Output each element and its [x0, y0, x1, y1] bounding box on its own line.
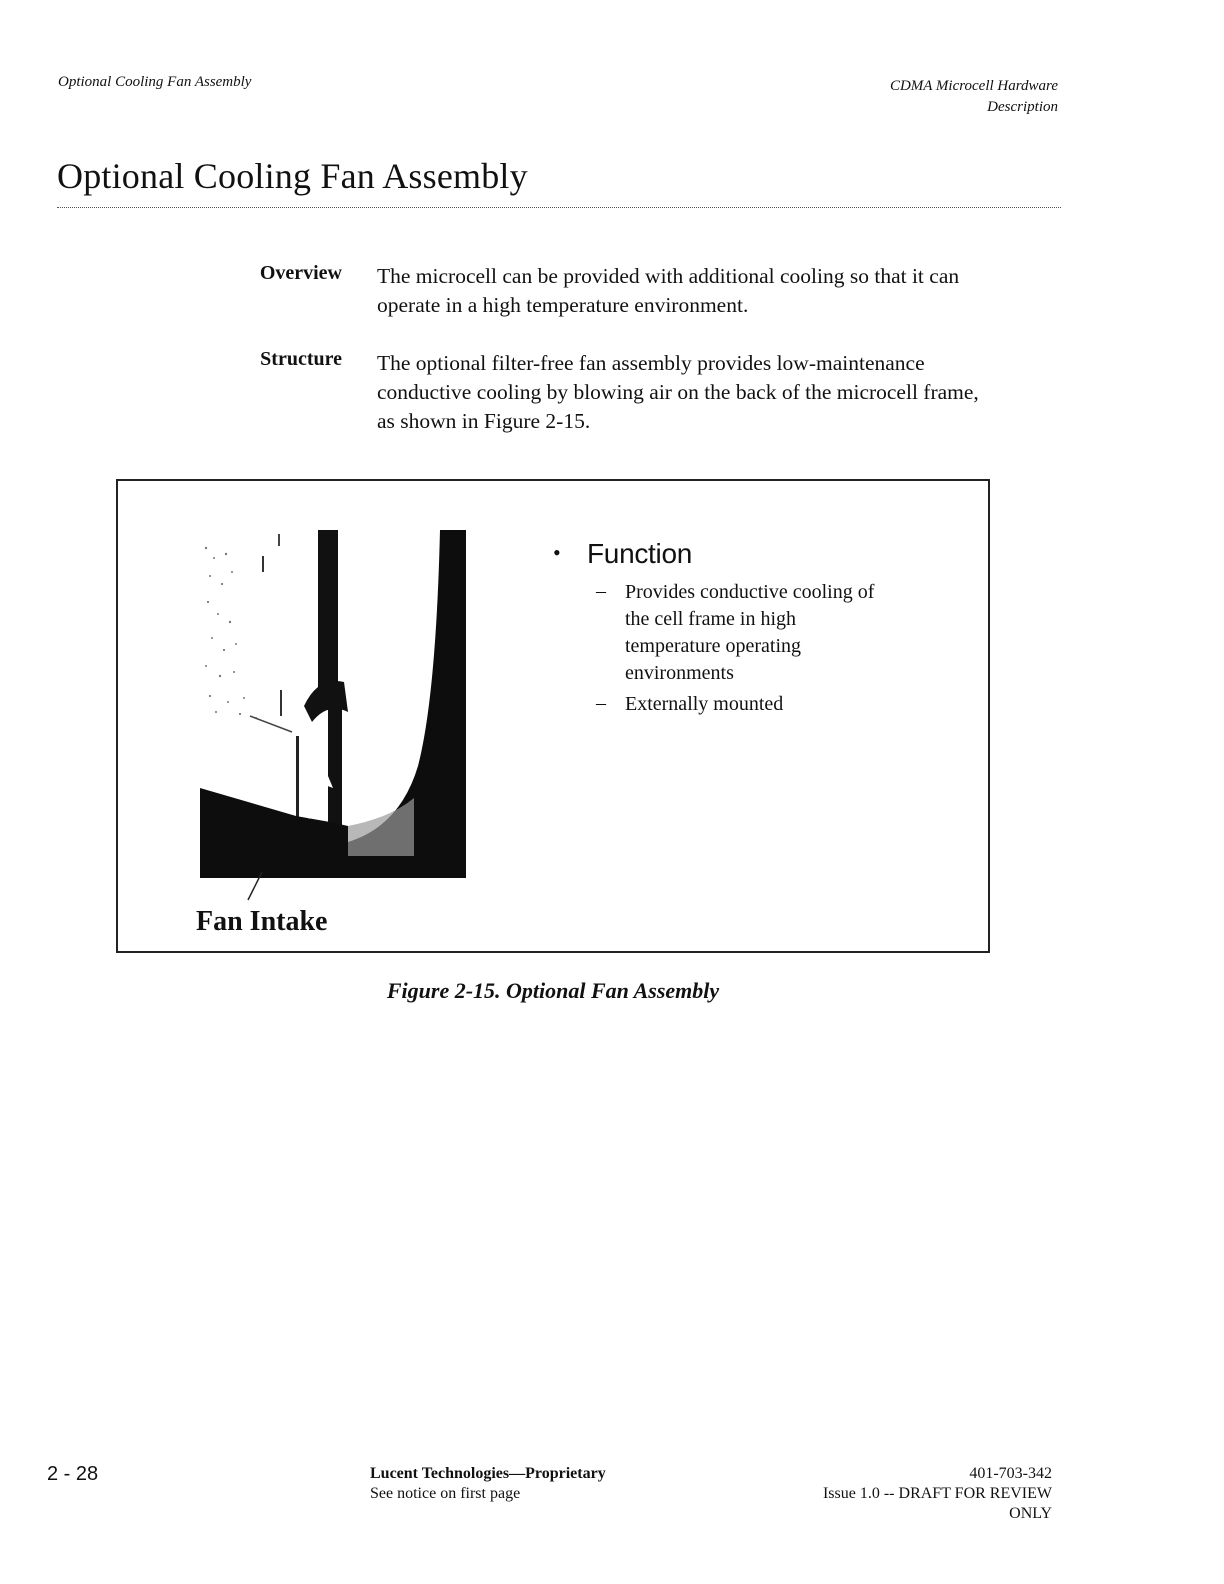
running-header-right-line1: CDMA Microcell Hardware — [889, 78, 1058, 94]
function-item-mounting — [625, 691, 925, 718]
document-number: 401-703-342 — [969, 1465, 1052, 1482]
footer-proprietary: Lucent Technologies—Proprietary — [370, 1465, 606, 1482]
issue-status: Issue 1.0 -- DRAFT FOR REVIEW — [822, 1485, 1052, 1502]
structure-label: Structure — [260, 348, 342, 370]
dash-icon: – — [596, 580, 606, 602]
footer-right — [823, 1464, 1052, 1524]
callout-leader-line — [240, 870, 270, 902]
overview-line: The microcell can be provided with additional cooling so that it can — [377, 264, 960, 288]
dash-icon: – — [596, 692, 606, 714]
function-heading: Function — [587, 538, 692, 569]
function-item-line: Provides conductive cooling of — [625, 581, 875, 603]
function-item-line: Externally mounted — [625, 693, 784, 715]
running-header-left: Optional Cooling Fan Assembly — [58, 74, 252, 90]
function-item-line: temperature operating — [625, 635, 802, 657]
overview-line: operate in a high temperature environment. — [377, 293, 749, 317]
title-divider — [57, 207, 1061, 208]
function-item-line: the cell frame in high — [625, 608, 797, 630]
issue-status-cont: ONLY — [1009, 1505, 1052, 1522]
footer-notice: See notice on first page — [370, 1485, 521, 1502]
running-header-right — [890, 76, 1058, 118]
structure-text — [377, 349, 1067, 436]
page-number: 2 - 28 — [47, 1463, 99, 1485]
running-header-right-line2: Description — [987, 99, 1058, 115]
bullet-icon: • — [553, 540, 561, 565]
fan-intake-label: Fan Intake — [196, 906, 328, 937]
function-item-line: environments — [625, 662, 734, 684]
function-item-cooling — [625, 579, 925, 687]
fan-assembly-photo — [200, 526, 468, 878]
structure-line: as shown in Figure 2-15. — [377, 409, 591, 433]
overview-text — [377, 262, 1067, 320]
structure-line: The optional filter-free fan assembly provides low-maintenance — [377, 351, 925, 375]
overview-label: Overview — [259, 262, 342, 284]
figure-caption: Figure 2-15. Optional Fan Assembly — [386, 978, 720, 1003]
page-title: Optional Cooling Fan Assembly — [57, 156, 528, 196]
footer-center — [370, 1464, 606, 1504]
structure-line: conductive cooling by blowing air on the back of the microcell frame, — [377, 380, 979, 404]
